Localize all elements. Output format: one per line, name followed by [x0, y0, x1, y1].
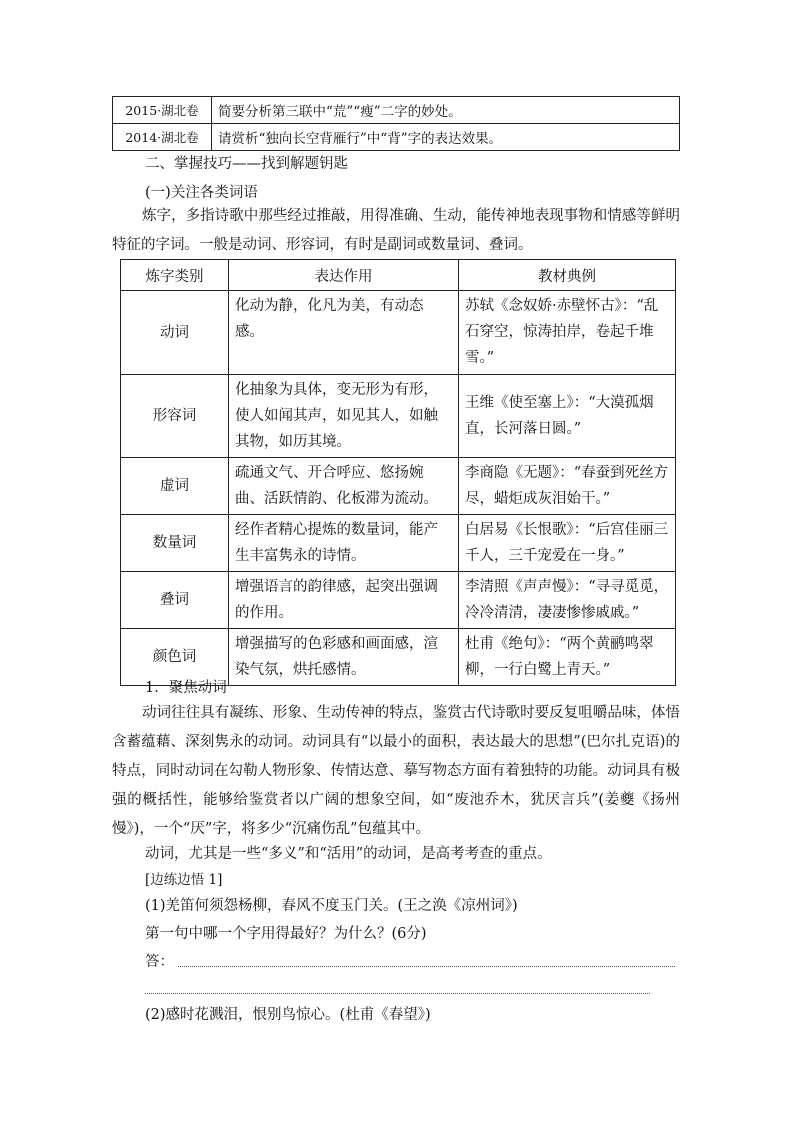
subsection-title: (一)关注各类词语	[145, 185, 258, 201]
table-row	[113, 124, 680, 151]
answer-line[interactable]	[145, 993, 650, 994]
example-cell: 王维《使至塞上》：“大漠孤烟直，长河落日圆。”	[459, 375, 676, 458]
exam-reference-table	[112, 96, 680, 151]
effect-cell: 化抽象为具体，变无形为有形，使人如闻其声，如见其人，如触其物，如历其境。	[229, 375, 459, 458]
table-row	[113, 97, 680, 124]
point1-note: 动词，尤其是一些“多义”和“活用”的动词，是高考考查的重点。	[145, 846, 552, 862]
effect-cell: 经作者精心提炼的数量词，能产生丰富隽永的诗情。	[229, 515, 459, 572]
effect-cell: 疏通文气、开合呼应、悠扬婉曲、活跃情韵、化板滞为流动。	[229, 458, 459, 515]
answer-line[interactable]	[178, 966, 675, 967]
question1-text: 第一句中哪一个字用得最好？为什么？(6分)	[145, 926, 427, 942]
section-title: 二、掌握技巧——找到解题钥匙	[145, 156, 348, 172]
example-cell: 杜甫《绝句》：“两个黄鹂鸣翠柳，一行白鹭上青天。”	[459, 629, 676, 686]
category-cell: 虚词	[121, 458, 229, 515]
exam-question: 请赏析“独向长空背雁行”中“背”字的表达效果。	[212, 124, 680, 151]
table-row	[121, 515, 676, 572]
exam-year: 2014·湖北卷	[113, 124, 212, 151]
example-cell: 白居易《长恨歌》：“后宫佳丽三千人，三千宠爱在一身。”	[459, 515, 676, 572]
category-cell: 叠词	[121, 572, 229, 629]
column-header: 炼字类别	[121, 260, 229, 291]
effect-cell: 增强语言的韵律感，起突出强调的作用。	[229, 572, 459, 629]
exam-question: 简要分析第三联中“荒”“瘦”二字的妙处。	[212, 97, 680, 124]
category-cell: 形容词	[121, 375, 229, 458]
category-cell: 颜色词	[121, 629, 229, 686]
table-row	[121, 458, 676, 515]
answer-label: 答：	[145, 954, 174, 970]
technique-table	[120, 259, 676, 686]
example-cell: 苏轼《念奴娇·赤壁怀古》：“乱石穿空，惊涛拍岸，卷起千堆雪。”	[459, 291, 676, 375]
practice-label: [边练边悟 1]	[145, 872, 223, 888]
effect-cell: 化动为静，化凡为美，有动态感。	[229, 291, 459, 375]
exam-year: 2015·湖北卷	[113, 97, 212, 124]
point1-title: 1．聚焦动词	[145, 680, 227, 696]
example-cell: 李商隐《无题》：“春蚕到死丝方尽，蜡炬成灰泪始干。”	[459, 458, 676, 515]
question1-poem: (1)羌笛何须怨杨柳，春风不度玉门关。(王之涣《凉州词》)	[145, 898, 518, 914]
effect-cell: 增强描写的色彩感和画面感，渲染气氛，烘托感情。	[229, 629, 459, 686]
column-header: 表达作用	[229, 260, 459, 291]
intro-paragraph: 炼字，多指诗歌中那些经过推敲，用得准确、生动，能传神地表现事物和情感等鲜明特征的字词。一般是动词、形容词，有时是副词或数量词、叠词。	[112, 208, 680, 253]
column-header: 教材典例	[459, 260, 676, 291]
example-cell: 李清照《声声慢》：“寻寻觅觅，冷冷清清，凄凄惨惨戚戚。”	[459, 572, 676, 629]
point1-paragraph: 动词往往具有凝练、形象、生动传神的特点，鉴赏古代诗歌时要反复咀嚼品味，体悟含蓄蕴藉、深刻隽永的动词。动词具有“以最小的面积，表达最大的思想”(巴尔扎克语)的特点，同时动词在勾勒人物形象、传情达意、摹写物态方面有着独特的功能。动词具有极强的概括性，能够给鉴赏者以广阔的想象空间，如“废池乔木，犹厌言兵”(姜夔《扬州慢》)，一个“厌”字，将多少“沉痛伤乱”包蕴其中。	[112, 705, 680, 837]
category-cell: 数量词	[121, 515, 229, 572]
category-cell: 动词	[121, 291, 229, 375]
question2-poem: (2)感时花溅泪，恨别鸟惊心。(杜甫《春望》)	[145, 1007, 431, 1023]
table-header-row	[121, 260, 676, 291]
table-row	[121, 375, 676, 458]
table-row	[121, 572, 676, 629]
table-row	[121, 291, 676, 375]
